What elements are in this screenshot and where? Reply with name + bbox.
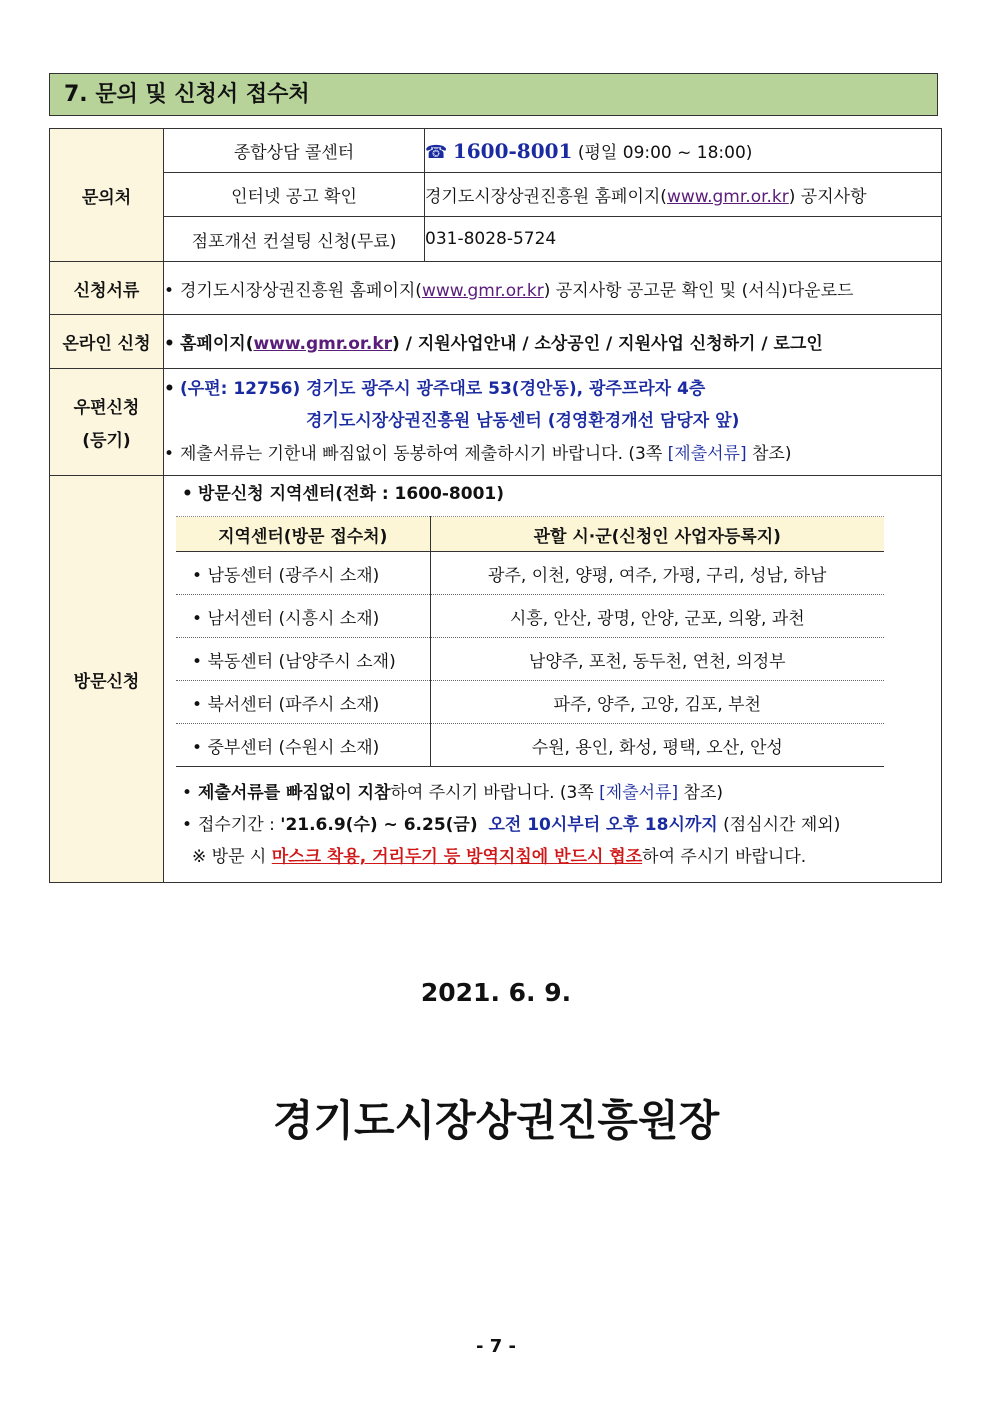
bullet: •	[164, 444, 175, 464]
center-name-text: 남동센터 (광주시 소재)	[207, 565, 380, 586]
bullet: •	[164, 280, 175, 301]
visit-note-documents	[164, 777, 941, 809]
consulting-label: 점포개선 컨설팅 신청(무료)	[164, 217, 425, 262]
bullet: •	[182, 484, 193, 504]
visit-note-period	[164, 809, 941, 841]
online-label: 온라인 신청	[50, 315, 164, 369]
visit-row	[50, 476, 942, 883]
phone-number[interactable]: 1600-8001	[452, 139, 573, 163]
documents-suffix: ) 공지사항 공고문 확인 및 (서식)다운로드	[543, 280, 854, 301]
postal-label-line2: (등기)	[82, 431, 131, 451]
bullet: •	[164, 334, 175, 354]
quarantine-suffix: 하여 주시기 바랍니다.	[642, 847, 807, 867]
documents-reference: [제출서류]	[599, 783, 679, 803]
center-area: 수원, 용인, 화성, 평택, 오산, 안성	[430, 724, 884, 767]
online-row	[50, 315, 942, 369]
documents-reference: [제출서류]	[667, 444, 747, 464]
documents-label: 신청서류	[50, 262, 164, 315]
callcenter-hours: (평일 09:00 ~ 18:00)	[577, 143, 753, 163]
table-row	[176, 638, 884, 681]
online-value	[164, 315, 942, 369]
organization-signature: 경기도시장상권진흥원장	[272, 1096, 720, 1145]
visit-note-bold: 제출서류를 빠짐없이 지참	[198, 783, 391, 803]
online-prefix: 홈페이지(	[180, 334, 254, 354]
contact-row-consulting	[50, 217, 942, 262]
phone-icon: ☎	[425, 142, 448, 163]
table-row	[176, 681, 884, 724]
contact-label: 문의처	[50, 129, 164, 262]
center-name-text: 남서센터 (시흥시 소재)	[207, 608, 380, 629]
visit-label: 방문신청	[50, 476, 164, 883]
bullet: •	[164, 379, 175, 399]
period-hours: 오전 10시부터 오후 18시까지	[488, 815, 718, 835]
postal-address: (우편: 12756) 경기도 광주시 광주대로 53(경안동), 광주프라자 4층	[180, 379, 706, 399]
center-name: • 중부센터 (수원시 소재)	[176, 724, 430, 767]
bullet: •	[182, 783, 193, 803]
postal-label-line1: 우편신청	[73, 398, 140, 418]
documents-row	[50, 262, 942, 315]
center-table	[176, 516, 884, 767]
homepage-link[interactable]: www.gmr.or.kr	[666, 187, 789, 207]
issue-date: 2021. 6. 9.	[420, 978, 572, 1007]
center-name-text: 북서센터 (파주시 소재)	[207, 694, 380, 715]
period-dates: '21.6.9(수) ~ 6.25(금)	[280, 815, 478, 835]
center-area: 광주, 이천, 양평, 여주, 가평, 구리, 성남, 하남	[430, 552, 884, 595]
center-name: • 북서센터 (파주시 소재)	[176, 681, 430, 724]
internet-notice-suffix: ) 공지사항	[788, 187, 867, 207]
postal-label	[50, 369, 164, 476]
center-table-header	[176, 517, 884, 552]
homepage-link[interactable]: www.gmr.or.kr	[253, 334, 393, 354]
quarantine-prefix: ※ 방문 시	[192, 847, 272, 867]
visit-intro: 방문신청 지역센터(전화 : 1600-8001)	[198, 484, 504, 504]
center-name-text: 중부센터 (수원시 소재)	[207, 737, 380, 758]
page-number: - 7 -	[476, 1336, 516, 1357]
center-name: • 북동센터 (남양주시 소재)	[176, 638, 430, 681]
header-area: 관할 시·군(신청인 사업자등록지)	[430, 517, 884, 552]
center-name-text: 북동센터 (남양주시 소재)	[207, 651, 396, 672]
center-area: 파주, 양주, 고양, 김포, 부천	[430, 681, 884, 724]
table-row	[176, 724, 884, 767]
visit-note-text: 하여 주시기 바랍니다. (3쪽	[390, 783, 600, 803]
internet-notice-value	[425, 173, 942, 217]
internet-notice-label: 인터넷 공고 확인	[164, 173, 425, 217]
callcenter-value	[425, 129, 942, 173]
header-center: 지역센터(방문 접수처)	[176, 517, 430, 552]
internet-notice-prefix: 경기도시장상권진흥원 홈페이지(	[425, 187, 667, 207]
contact-table	[49, 128, 942, 883]
center-name: • 남서센터 (시흥시 소재)	[176, 595, 430, 638]
postal-note-suffix: 참조)	[746, 444, 792, 464]
documents-prefix: 경기도시장상권진흥원 홈페이지(	[180, 280, 422, 301]
visit-note-quarantine	[164, 841, 941, 873]
section-title: 7. 문의 및 신청서 접수처	[49, 73, 938, 116]
period-note: (점심시간 제외)	[717, 815, 841, 835]
center-name: • 남동센터 (광주시 소재)	[176, 552, 430, 595]
contact-row-internet	[50, 173, 942, 217]
consulting-value: 031-8028-5724	[425, 217, 942, 262]
center-area: 시흥, 안산, 광명, 안양, 군포, 의왕, 과천	[430, 595, 884, 638]
center-area: 남양주, 포천, 동두천, 연천, 의정부	[430, 638, 884, 681]
bullet: •	[182, 815, 193, 835]
table-row	[176, 595, 884, 638]
visit-note-suffix: 참조)	[678, 783, 724, 803]
table-row	[176, 552, 884, 595]
period-label: 접수기간 :	[198, 815, 281, 835]
postal-note: 제출서류는 기한내 빠짐없이 동봉하여 제출하시기 바랍니다. (3쪽	[180, 444, 668, 464]
contact-row-callcenter	[50, 129, 942, 173]
documents-value	[164, 262, 942, 315]
visit-value	[164, 476, 942, 883]
homepage-link[interactable]: www.gmr.or.kr	[421, 280, 544, 301]
quarantine-warning: 마스크 착용, 거리두기 등 방역지침에 반드시 협조	[271, 847, 643, 867]
online-path: ) / 지원사업안내 / 소상공인 / 지원사업 신청하기 / 로그인	[392, 334, 823, 354]
postal-row	[50, 369, 942, 476]
callcenter-label: 종합상담 콜센터	[164, 129, 425, 173]
postal-value	[164, 369, 942, 476]
postal-recipient: 경기도시장상권진흥원 남동센터 (경영환경개선 담당자 앞)	[306, 411, 740, 431]
